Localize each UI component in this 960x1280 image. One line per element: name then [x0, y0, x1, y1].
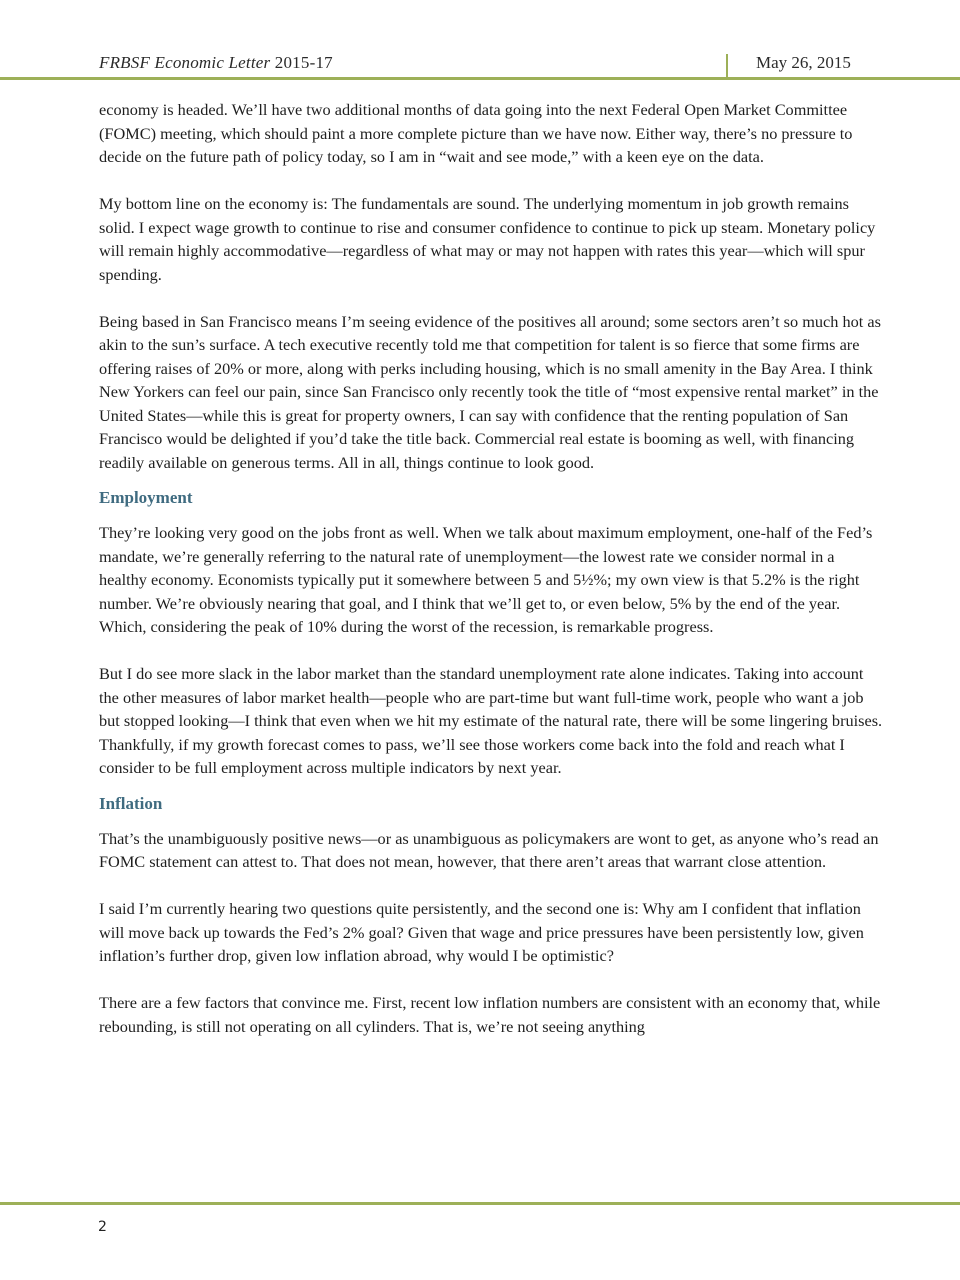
header-rule — [0, 77, 960, 80]
paragraph: They’re looking very good on the jobs front as well. When we talk about maximum employment, one-half of the Fed’s mandate, we’re generally referring to the natural rate of unemployment—the lowest rate we consider normal in a healthy economy. Economists typically put it somewhere between 5 and 5½%; my own view is that 5.2% is the right number. We’re obviously nearing that goal, and I think that we’ll get to, or even below, 5% by the end of the year. Which, considering the peak of 10% during the worst of the recession, is remarkable progress. — [99, 523, 873, 636]
article-body — [99, 98, 884, 1062]
paragraph: I said I’m currently hearing two questions quite persistently, and the second one is: Why am I confident that inflation will move back up towards the Fed’s 2% goal? Given that wage and price pressures have been persistently low, given inflation’s further drop, given low inflation abroad, why would I be optimistic? — [99, 899, 864, 965]
footer-rule — [0, 1202, 960, 1205]
issue-number: 2015-17 — [274, 53, 333, 72]
paragraph: But I do see more slack in the labor market than the standard unemployment rate alone indicates. Taking into account the other measures of labor market health—people who are part-time but want full-time work, people who want a job but stopped looking—I think that even when we hit my estimate of the natural rate, there will be some lingering bruises. Thankfully, if my growth forecast comes to pass, we’ll see those workers come back into the fold and reach what I consider to be full employment across multiple indicators by next year. — [99, 664, 883, 777]
paragraph: There are a few factors that convince me. First, recent low inflation numbers are consistent with an economy that, while rebounding, is still not operating on all cylinders. That is, we’re not seeing anything — [99, 993, 881, 1036]
paragraph: My bottom line on the economy is: The fundamentals are sound. The underlying momentum in job growth remains solid. I expect wage growth to continue to rise and consumer confidence to continue to pick up steam. Monetary policy will remain highly accommodative—regardless of what may or may not happen with rates this year—which will spur spending. — [99, 194, 876, 284]
paragraph: economy is headed. We’ll have two additional months of data going into the next Federal Open Market Committee (FOMC) meeting, which should paint a more complete picture than we have now. Either way, there’s no pressure to decide on the future path of policy today, so I am in “wait and see mode,” with a keen eye on the data. — [99, 100, 853, 166]
header-divider — [726, 54, 728, 78]
publication-title — [99, 53, 333, 73]
paragraph: Being based in San Francisco means I’m seeing evidence of the positives all around; some sectors aren’t so much hot as akin to the sun’s surface. A tech executive recently told me that competition for talent is so fierce that some firms are offering raises of 20% or more, along with perks including housing, which is no small amenity in the Bay Area. I think New Yorkers can feel our pain, since San Francisco only recently took the title of “most expensive rental market” in the United States—while this is great for property owners, I can say with confidence that the renting population of San Francisco would be delighted if you’d take the title back. Commercial real estate is booming as well, with financing readily available on generous terms. All in all, things continue to look good. — [99, 311, 881, 472]
page-header — [0, 0, 960, 79]
paragraph: That’s the unambiguously positive news—or as unambiguous as policymakers are wont to get, as anyone who’s read an FOMC statement can attest to. That does not mean, however, that there aren’t areas that warrant close attention. — [99, 828, 879, 871]
publication-date: May 26, 2015 — [756, 53, 851, 72]
section-heading-inflation: Inflation — [99, 793, 163, 813]
page-number: 2 — [98, 1219, 107, 1235]
publication-name: FRBSF Economic Letter — [99, 53, 271, 72]
section-heading-employment: Employment — [99, 488, 193, 507]
